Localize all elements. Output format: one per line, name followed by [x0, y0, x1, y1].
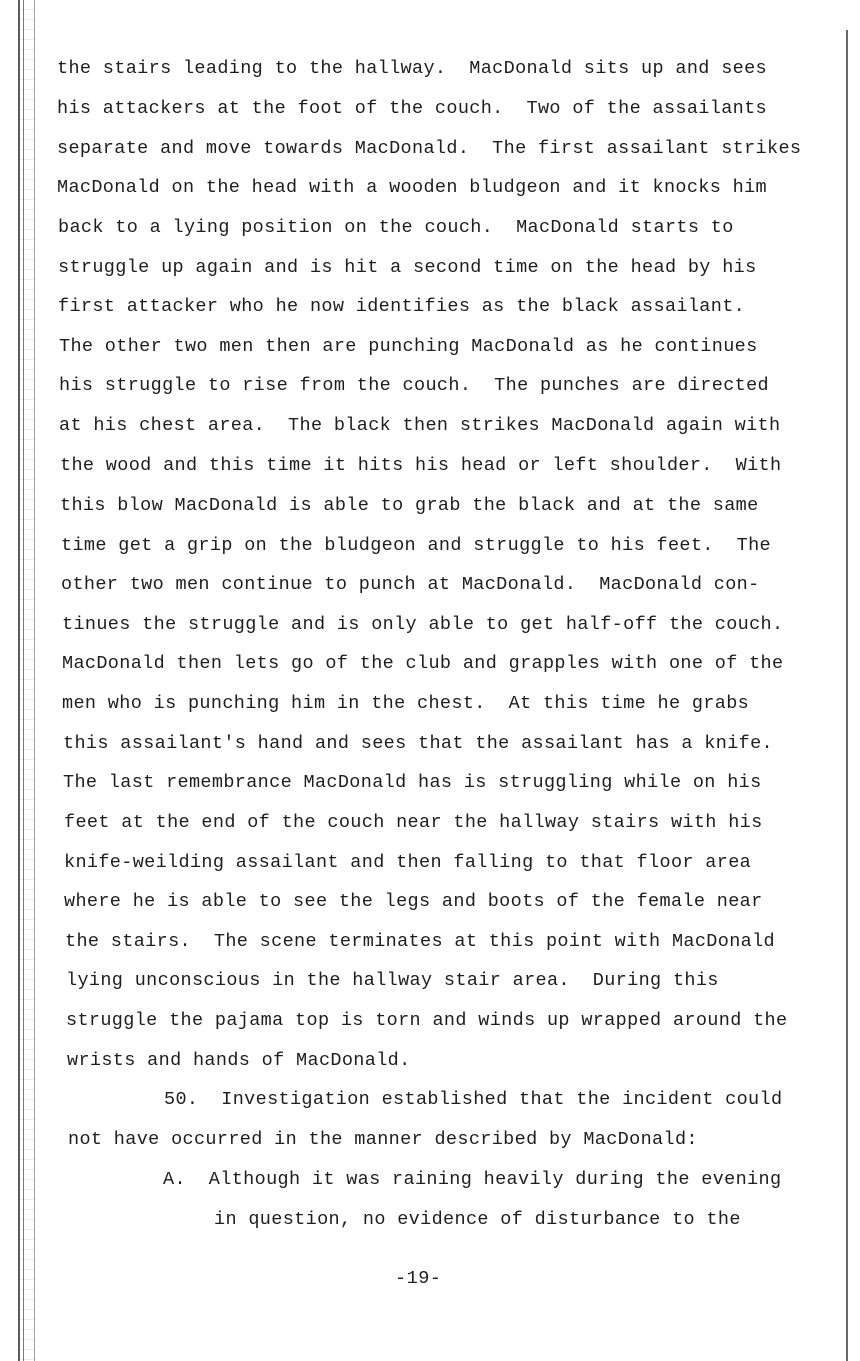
body-line: The other two men then are punching MacDonald as he continues — [59, 336, 758, 357]
binding-line — [23, 0, 24, 1361]
body-line: struggle up again and is hit a second time on the head by his — [58, 257, 757, 278]
body-line: first attacker who he now identifies as the black assailant. — [58, 296, 746, 317]
body-line: feet at the end of the couch near the hallway stairs with his — [64, 812, 763, 833]
body-line: where he is able to see the legs and boots of the female near — [64, 891, 763, 912]
body-line: time get a grip on the bludgeon and struggle to his feet. The — [61, 535, 772, 556]
body-line: his struggle to rise from the couch. The punches are directed — [59, 375, 770, 396]
body-line: men who is punching him in the chest. At this time he grabs — [62, 693, 750, 714]
body-line: tinues the struggle and is only able to get half-off the couch. — [62, 614, 784, 635]
body-line: MacDonald then lets go of the club and grapples with one of the — [62, 653, 784, 674]
body-line: the stairs leading to the hallway. MacDonald sits up and sees — [57, 58, 768, 79]
body-line: the stairs. The scene terminates at this point with MacDonald — [65, 931, 776, 952]
body-line: separate and move towards MacDonald. The first assailant strikes — [57, 138, 802, 159]
body-line: The last remembrance MacDonald has is struggling while on his — [63, 772, 762, 793]
body-line: back to a lying position on the couch. MacDonald starts to — [58, 217, 734, 238]
body-line: this blow MacDonald is able to grab the black and at the same — [60, 495, 759, 516]
body-line: his attackers at the foot of the couch. Two of the assailants — [57, 98, 768, 119]
paragraph-50-line: 50. Investigation established that the incident could — [164, 1089, 783, 1110]
binding-edge — [18, 0, 35, 1361]
page-right-edge — [846, 30, 848, 1361]
item-a-line: A. Although it was raining heavily during the evening — [163, 1169, 782, 1190]
item-a-line: in question, no evidence of disturbance to the — [214, 1209, 741, 1230]
body-line: the wood and this time it hits his head or left shoulder. With — [60, 455, 782, 476]
body-line: struggle the pajama top is torn and winds up wrapped around the — [66, 1010, 788, 1031]
page-number: -19- — [395, 1268, 442, 1289]
body-line: at his chest area. The black then strikes MacDonald again with — [59, 415, 781, 436]
body-line: lying unconscious in the hallway stair area. During this — [66, 970, 719, 991]
body-line: MacDonald on the head with a wooden bludgeon and it knocks him — [57, 177, 768, 198]
body-line: knife-weilding assailant and then falling to that floor area — [64, 852, 752, 873]
body-line: other two men continue to punch at MacDonald. MacDonald con- — [61, 574, 760, 595]
body-line: wrists and hands of MacDonald. — [67, 1050, 411, 1071]
paragraph-50-line: not have occurred in the manner described by MacDonald: — [68, 1129, 698, 1150]
body-line: this assailant's hand and sees that the assailant has a knife. — [63, 733, 774, 754]
